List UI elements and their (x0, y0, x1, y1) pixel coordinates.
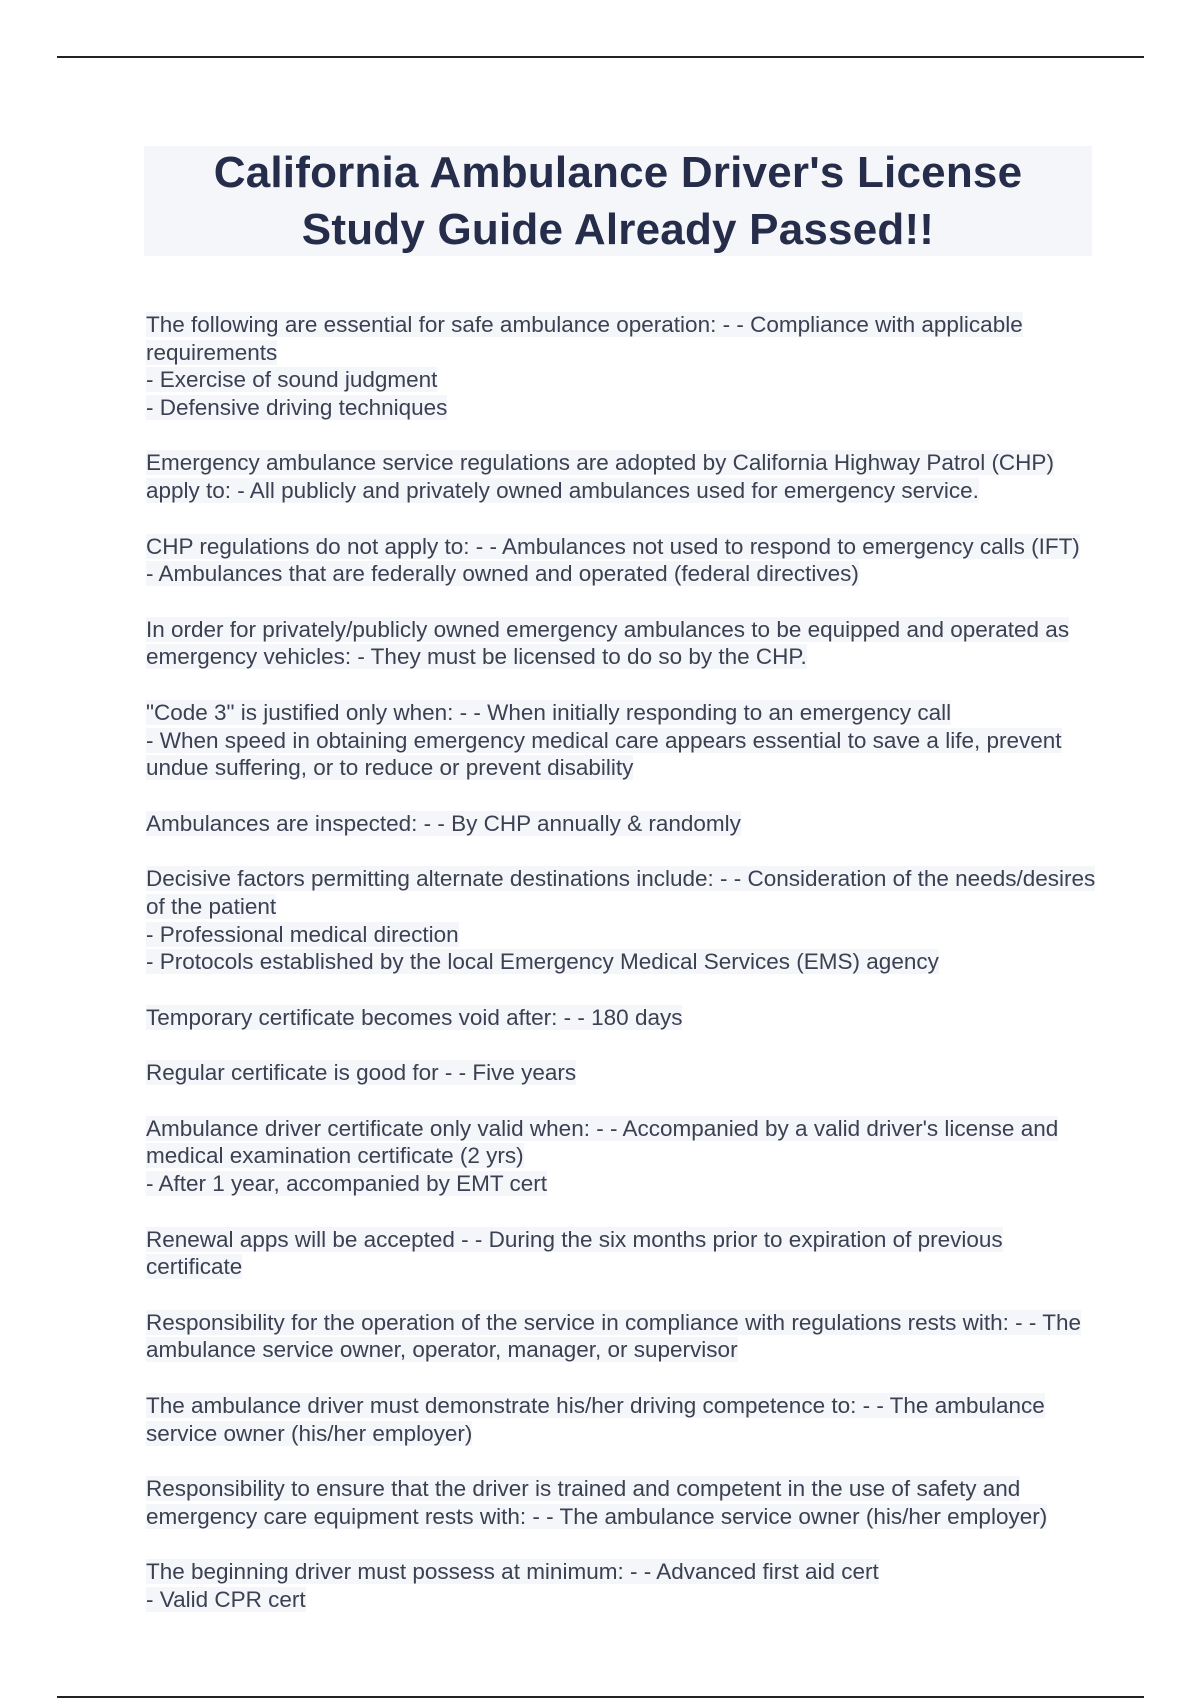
qa-line (146, 1226, 1096, 1281)
qa-line-text: Decisive factors permitting alternate destinations include: - - Consideration of the needs/desires of the patient (146, 866, 1096, 919)
qa-line (146, 1475, 1096, 1530)
qa-line-text: - Exercise of sound judgment (146, 367, 438, 393)
bottom-rule (57, 1696, 1144, 1698)
qa-line-text: The beginning driver must possess at minimum: - - Advanced first aid cert (146, 1559, 879, 1585)
qa-line-text: - Protocols established by the local Emergency Medical Services (EMS) agency (146, 949, 939, 975)
qa-item (146, 1475, 1096, 1530)
qa-line (146, 1392, 1096, 1447)
title-line-1: California Ambulance Driver's License (213, 148, 1023, 197)
qa-line (146, 366, 1096, 394)
qa-line (146, 699, 1096, 727)
qa-line-text: The following are essential for safe ambulance operation: - - Compliance with applicable requirements (146, 312, 1023, 365)
qa-line-text: Responsibility to ensure that the driver is trained and competent in the use of safety and emergency care equipment rests with: - - The ambulance service owner (his/her employer) (146, 1476, 1048, 1529)
qa-line (146, 727, 1096, 782)
qa-line (146, 1059, 1096, 1087)
qa-item (146, 1226, 1096, 1281)
qa-line (146, 616, 1096, 671)
qa-line-text: - Professional medical direction (146, 921, 459, 947)
qa-line (146, 865, 1096, 920)
qa-line (146, 1004, 1096, 1032)
qa-item (146, 616, 1096, 671)
qa-line-text: - Valid CPR cert (146, 1587, 306, 1612)
qa-line-text: Emergency ambulance service regulations are adopted by California Highway Patrol (CHP) apply to: - All publicly and privately owned ambulances used for emergency service. (146, 450, 1054, 503)
document-title (214, 144, 1023, 258)
qa-line (146, 1309, 1096, 1364)
qa-line (146, 1586, 1096, 1614)
qa-line (146, 533, 1096, 561)
qa-line-text: In order for privately/publicly owned emergency ambulances to be equipped and operated as emergency vehicles: - They must be licensed to do so by the CHP. (146, 616, 1070, 670)
qa-item (146, 1392, 1096, 1447)
qa-item (146, 1115, 1096, 1198)
qa-item (146, 810, 1096, 838)
qa-line-text: The ambulance driver must demonstrate his/her driving competence to: - - The ambulance service owner (his/her employer) (146, 1393, 1045, 1446)
qa-line (146, 948, 1096, 976)
qa-line-text: Ambulance driver certificate only valid when: - - Accompanied by a valid driver's license and medical examination certificate (2 yrs) (146, 1115, 1059, 1169)
qa-item (146, 1309, 1096, 1364)
qa-line (146, 394, 1096, 422)
qa-line (146, 1170, 1096, 1198)
qa-line-text: Ambulances are inspected: - - By CHP annually & randomly (146, 810, 741, 836)
qa-item (146, 1004, 1096, 1032)
qa-line (146, 560, 1096, 588)
top-rule (57, 56, 1144, 58)
title-banner (144, 146, 1092, 256)
qa-item (146, 1059, 1096, 1087)
qa-line (146, 311, 1096, 366)
title-line-2: Study Guide Already Passed!! (301, 205, 935, 254)
qa-line-text: "Code 3" is justified only when: - - When initially responding to an emergency call (146, 699, 952, 725)
qa-item (146, 449, 1096, 504)
qa-line-text: - Defensive driving techniques (146, 394, 448, 420)
qa-line-text: - After 1 year, accompanied by EMT cert (146, 1171, 548, 1197)
qa-line (146, 449, 1096, 504)
qa-line (146, 1115, 1096, 1170)
qa-line-text: CHP regulations do not apply to: - - Ambulances not used to respond to emergency calls (IFT) (146, 533, 1080, 559)
qa-line-text: - When speed in obtaining emergency medical care appears essential to save a life, prevent undue suffering, or to reduce or prevent disability (146, 727, 1062, 781)
qa-line-text: Regular certificate is good for - - Five years (146, 1060, 577, 1086)
qa-line-text: Renewal apps will be accepted - - During the six months prior to expiration of previous certificate (146, 1226, 1003, 1280)
qa-item (146, 1558, 1096, 1613)
qa-line (146, 921, 1096, 949)
qa-item (146, 311, 1096, 421)
qa-line-text: - Ambulances that are federally owned and operated (federal directives) (146, 561, 859, 587)
study-guide-content (146, 311, 1096, 1696)
qa-item (146, 865, 1096, 975)
qa-line-text: Responsibility for the operation of the service in compliance with regulations rests with: - - The ambulance service owner, operator, manager, or supervisor (146, 1309, 1082, 1363)
qa-item (146, 533, 1096, 588)
qa-line (146, 810, 1096, 838)
qa-item (146, 699, 1096, 782)
qa-line-text: Temporary certificate becomes void after: - - 180 days (146, 1004, 683, 1030)
qa-line (146, 1558, 1096, 1586)
